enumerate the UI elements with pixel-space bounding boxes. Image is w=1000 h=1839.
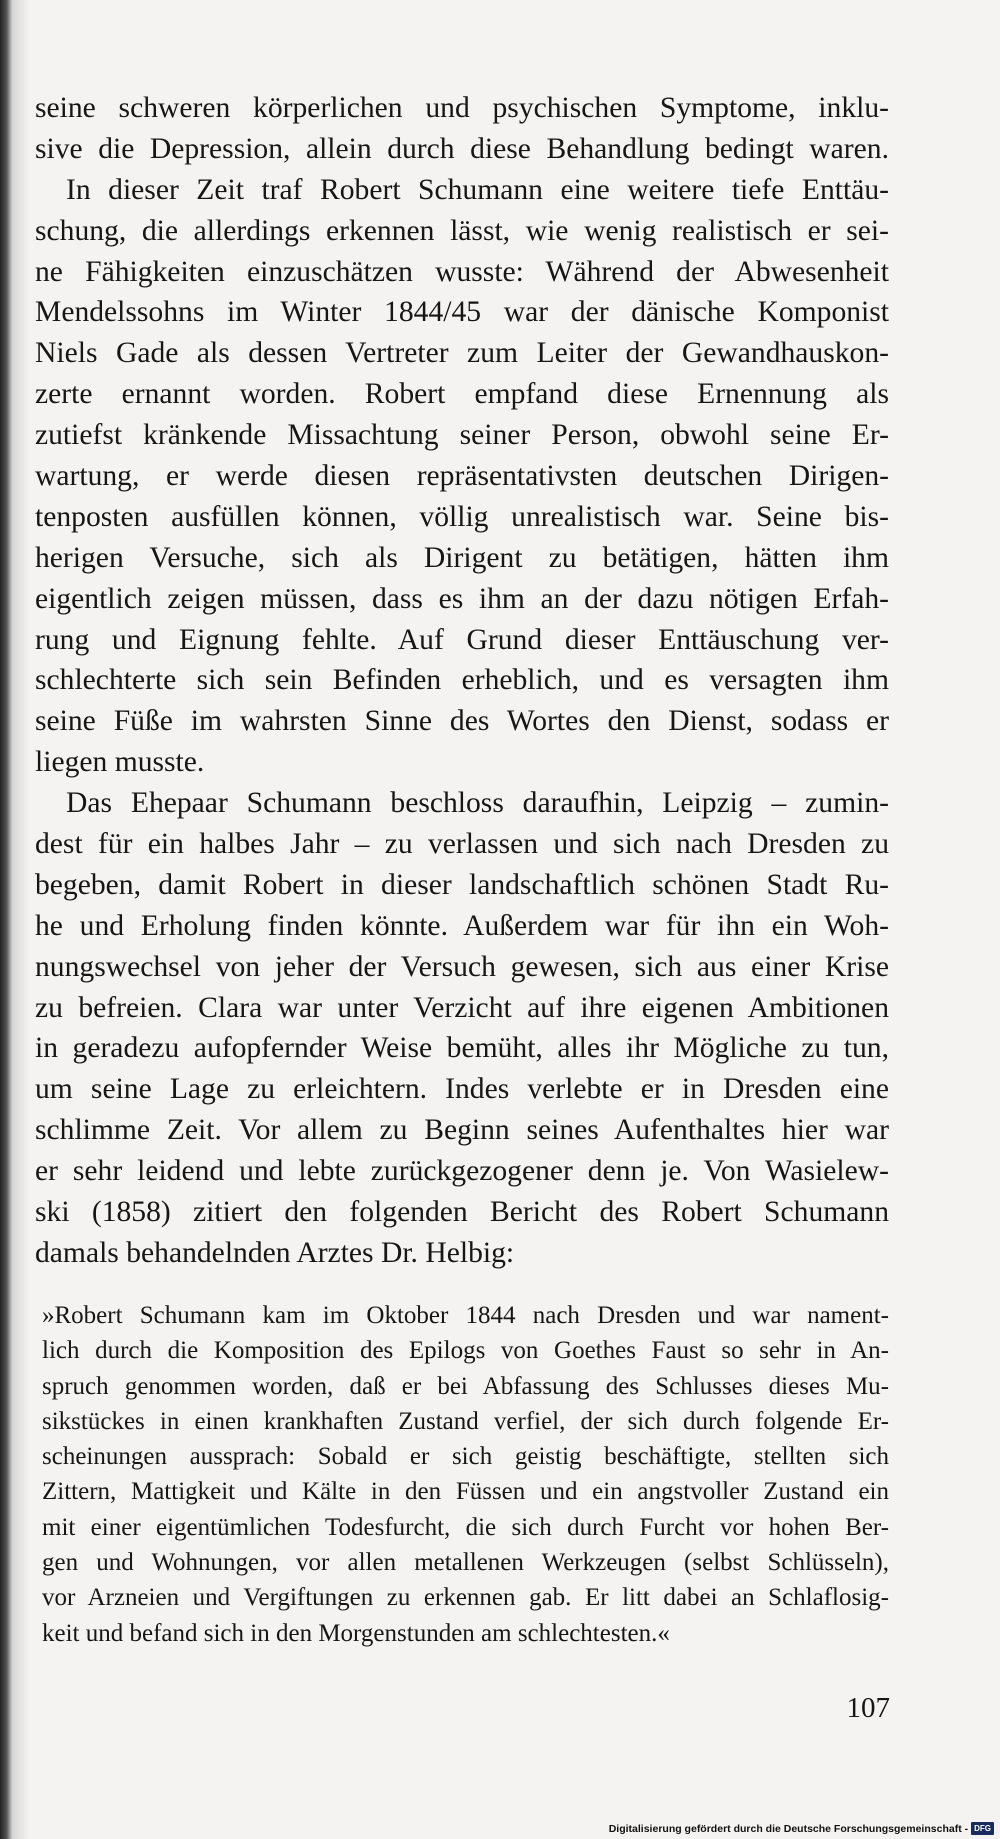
text-line: wartung, er werde diesen repräsentativsten deutschen Dirigen- xyxy=(35,460,889,493)
text-line: begeben, damit Robert in dieser landschaftlich schönen Stadt Ru- xyxy=(35,868,889,901)
text-line: um seine Lage zu erleichtern. Indes verlebte er in Dresden eine xyxy=(35,1073,889,1106)
text-line: seine schweren körperlichen und psychischen Symptome, inklu- xyxy=(35,92,889,124)
text-line: er sehr leidend und lebte zurückgezogener denn je. Von Wasielew- xyxy=(35,1155,889,1188)
text-line: in geradezu aufopfernder Weise bemüht, alles ihr Mögliche zu tun, xyxy=(35,1032,889,1065)
text-line: schlimme Zeit. Vor allem zu Beginn seines Aufenthaltes hier war xyxy=(35,1114,889,1147)
text-line: damals behandelnden Arztes Dr. Helbig: xyxy=(35,1236,515,1269)
text-line: rung und Eignung fehlte. Auf Grund dieser Enttäuschung ver- xyxy=(35,623,889,656)
block-quote xyxy=(42,1298,889,1651)
quote-line: lich durch die Komposition des Epilogs von Goethes Faust so sehr in An- xyxy=(42,1337,889,1365)
text-line: zutiefst kränkende Missachtung seiner Person, obwohl seine Er- xyxy=(35,419,889,452)
quote-line: Zittern, Mattigkeit und Kälte in den Füssen und ein angstvoller Zustand ein xyxy=(42,1478,889,1506)
dfg-logo: DFG xyxy=(971,1822,994,1835)
text-line: herigen Versuche, sich als Dirigent zu betätigen, hätten ihm xyxy=(35,541,889,574)
quote-line: mit einer eigentümlichen Todesfurcht, die sich durch Furcht vor hohen Ber- xyxy=(42,1513,889,1541)
text-line: ne Fähigkeiten einzuschätzen wusste: Während der Abwesenheit xyxy=(35,255,889,288)
quote-line: scheinungen aussprach: Sobald er sich geistig beschäftigte, stellten sich xyxy=(42,1443,889,1471)
text-line: zu befreien. Clara war unter Verzicht auf ihre eigenen Ambitionen xyxy=(35,991,889,1024)
quote-line: keit und befand sich in den Morgenstunden am schlechtesten.« xyxy=(42,1619,670,1647)
body-text xyxy=(35,88,889,1274)
gutter-shadow xyxy=(12,0,30,1839)
quote-line: gen und Wohnungen, vor allen metallenen Werkzeugen (selbst Schlüsseln), xyxy=(42,1549,889,1577)
text-line: zerte ernannt worden. Robert empfand diese Ernennung als xyxy=(35,378,889,411)
quote-line: sikstückes in einen krankhaften Zustand verfiel, der sich durch folgende Er- xyxy=(42,1407,889,1435)
text-line: schlechterte sich sein Befinden erheblich, und es versagten ihm xyxy=(35,664,889,697)
text-line: nungswechsel von jeher der Versuch gewesen, sich aus einer Krise xyxy=(35,950,889,983)
quote-line: vor Arzneien und Vergiftungen zu erkennen gab. Er litt dabei an Schlaflosig- xyxy=(42,1584,889,1612)
text-line: schung, die allerdings erkennen lässt, wie wenig realistisch er sei- xyxy=(35,214,889,247)
quote-line: spruch genommen worden, daß er bei Abfassung des Schlusses dieses Mu- xyxy=(42,1372,889,1400)
digitization-footer xyxy=(609,1822,994,1835)
footer-text: Digitalisierung gefördert durch die Deutsche Forschungsgemeinschaft - xyxy=(608,1822,969,1835)
quote-line: »Robert Schumann kam im Oktober 1844 nach Dresden und war nament- xyxy=(42,1302,889,1329)
text-line: Mendelssohns im Winter 1844/45 war der dänische Komponist xyxy=(35,296,889,329)
text-line: liegen musste. xyxy=(35,746,205,779)
text-line: dest für ein halbes Jahr – zu verlassen und sich nach Dresden zu xyxy=(35,828,889,861)
page-number: 107 xyxy=(846,1692,890,1724)
text-line: seine Füße im wahrsten Sinne des Wortes den Dienst, sodass er xyxy=(35,705,889,738)
text-line: tenposten ausfüllen können, völlig unrealistisch war. Seine bis- xyxy=(35,500,889,533)
book-spine-shadow xyxy=(0,0,12,1839)
text-line: he und Erholung finden könnte. Außerdem war für ihn ein Woh- xyxy=(35,909,889,942)
text-line: Das Ehepaar Schumann beschloss daraufhin, Leipzig – zumin- xyxy=(66,787,889,820)
text-line: ski (1858) zitiert den folgenden Bericht des Robert Schumann xyxy=(35,1196,889,1229)
text-line: sive die Depression, allein durch diese Behandlung bedingt waren. xyxy=(35,132,889,165)
text-line: In dieser Zeit traf Robert Schumann eine weitere tiefe Enttäu- xyxy=(66,173,889,206)
text-line: Niels Gade als dessen Vertreter zum Leiter der Gewandhauskon- xyxy=(35,337,889,370)
text-line: eigentlich zeigen müssen, dass es ihm an der dazu nötigen Erfah- xyxy=(35,582,889,615)
